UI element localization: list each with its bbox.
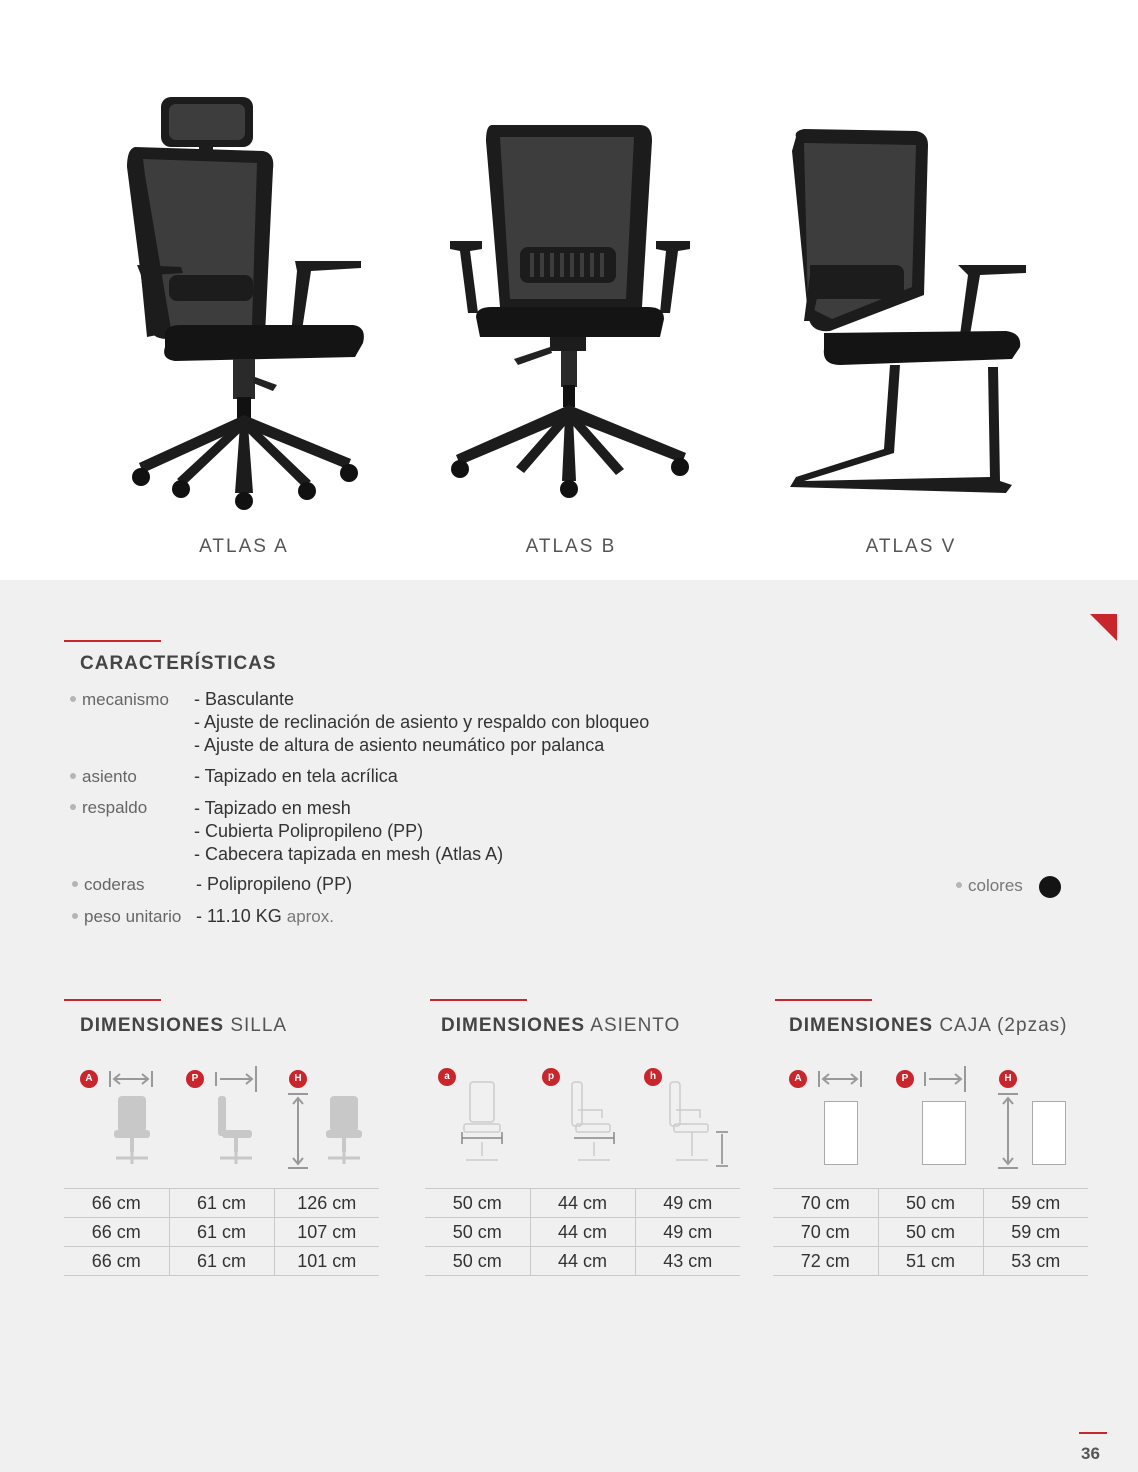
page-number: 36 <box>1081 1444 1100 1463</box>
table-row: 70 cm 50 cm 59 cm <box>773 1189 1088 1218</box>
seat-depth-icon <box>566 1080 622 1170</box>
feature-label-peso: peso unitario <box>72 907 181 927</box>
depth-arrow-icon <box>214 1064 258 1094</box>
feature-value-coderas: - Polipropileno (PP) <box>196 874 353 894</box>
color-swatch-black <box>1039 876 1061 898</box>
badge-seat-height: h <box>644 1068 662 1086</box>
dimensions-silla-rule <box>64 999 161 1001</box>
table-row: 50 cm 44 cm 43 cm <box>425 1247 740 1276</box>
dimensions-asiento-rule <box>430 999 527 1001</box>
table-row: 72 cm 51 cm 53 cm <box>773 1247 1088 1276</box>
dimensions-asiento-title: DIMENSIONES ASIENTO <box>441 1015 681 1036</box>
dimensions-silla-table <box>64 1188 379 1276</box>
dimensions-asiento-table <box>425 1188 740 1276</box>
features-rule <box>64 640 161 642</box>
feature-value-asiento: - Tapizado en tela acrílica <box>194 766 398 786</box>
dimensions-caja-title: DIMENSIONES CAJA (2pzas) <box>789 1015 1068 1036</box>
feature-value-mecanismo: - Basculante - Ajuste de reclinación de asiento y respaldo con bloqueo - Ajuste de altura de asiento neumático por palanca <box>194 689 650 755</box>
product-name-atlas-a: ATLAS A <box>199 536 289 557</box>
colors-label: colores <box>956 876 1023 896</box>
product-name-atlas-v: ATLAS V <box>865 536 957 557</box>
feature-value-peso: - 11.10 KG aprox. <box>196 906 334 926</box>
feature-label-respaldo: respaldo <box>70 798 147 818</box>
table-row: 70 cm 50 cm 59 cm <box>773 1218 1088 1247</box>
badge-seat-depth: p <box>542 1068 560 1086</box>
box-front-icon <box>824 1101 858 1165</box>
box-side-icon <box>922 1101 966 1165</box>
box-depth-arrow-icon <box>923 1064 967 1094</box>
dimensions-caja-table <box>773 1188 1088 1276</box>
page-number-rule <box>1079 1432 1107 1434</box>
badge-height: H <box>289 1070 307 1088</box>
chair-side-icon <box>212 1094 258 1166</box>
width-arrow-icon <box>108 1068 154 1090</box>
badge-width: A <box>80 1070 98 1088</box>
dimensions-silla-title: DIMENSIONES SILLA <box>80 1015 288 1036</box>
feature-label-asiento: asiento <box>70 767 137 787</box>
feature-label-coderas: coderas <box>72 875 144 895</box>
badge-box-depth: P <box>896 1070 914 1088</box>
corner-triangle-icon <box>1090 614 1117 641</box>
table-row: 66 cm 61 cm 107 cm <box>64 1218 379 1247</box>
height-arrow-icon <box>286 1092 310 1170</box>
feature-value-respaldo: - Tapizado en mesh - Cubierta Polipropileno (PP) - Cabecera tapizada en mesh (Atlas A) <box>194 798 504 864</box>
features-title: CARACTERÍSTICAS <box>80 653 277 674</box>
badge-seat-width: a <box>438 1068 456 1086</box>
badge-depth: P <box>186 1070 204 1088</box>
table-row: 50 cm 44 cm 49 cm <box>425 1218 740 1247</box>
table-row: 66 cm 61 cm 126 cm <box>64 1189 379 1218</box>
badge-box-width: A <box>789 1070 807 1088</box>
table-row: 66 cm 61 cm 101 cm <box>64 1247 379 1276</box>
box-height-arrow-icon <box>996 1092 1020 1170</box>
chair-image-atlas-b <box>420 85 720 515</box>
seat-width-icon <box>456 1080 508 1170</box>
table-row: 50 cm 44 cm 49 cm <box>425 1189 740 1218</box>
feature-label-mecanismo: mecanismo <box>70 690 169 710</box>
seat-height-icon <box>664 1080 734 1170</box>
chair-image-atlas-v <box>760 85 1060 515</box>
badge-box-height: H <box>999 1070 1017 1088</box>
dimensions-caja-rule <box>775 999 872 1001</box>
chair-front-icon <box>110 1094 154 1166</box>
product-name-atlas-b: ATLAS B <box>525 536 617 557</box>
box-height-icon <box>1032 1101 1066 1165</box>
chair-image-atlas-a <box>95 85 395 515</box>
chair-front-icon-2 <box>322 1094 366 1166</box>
product-showcase <box>0 0 1138 580</box>
box-width-arrow-icon <box>817 1068 863 1090</box>
